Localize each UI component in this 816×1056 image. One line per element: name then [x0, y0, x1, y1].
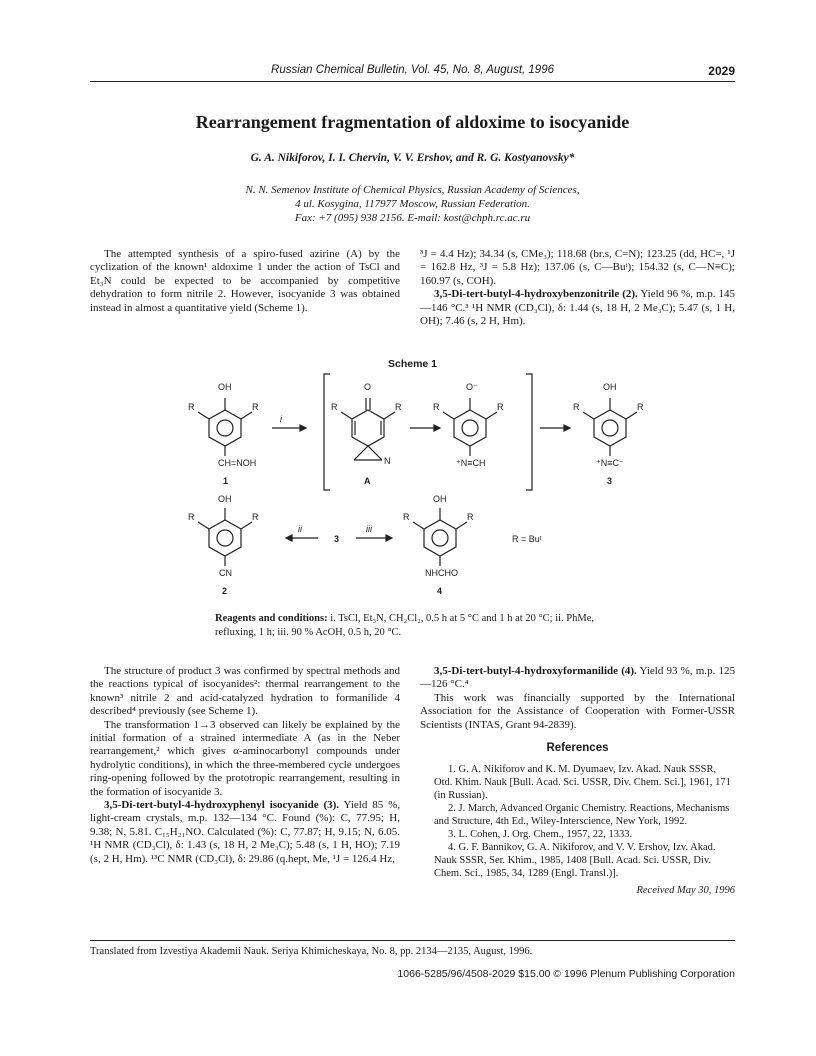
compound-2-heading: 3,5-Di-tert-butyl-4-hydroxybenzonitrile (2). [434, 288, 638, 301]
compound-3-structure [583, 398, 637, 456]
scheme-label: O [364, 382, 372, 392]
scheme-label: OH [218, 382, 232, 392]
body-paragraph: The structure of product 3 was confirmed by spectral methods and the reactions typical of isocyanides²: thermal rearrangement to the known³ nitrile 2 and acid-catalyzed hydration to formanilide 4 described⁴ previously (see Scheme 1). [90, 665, 400, 718]
compound-number: A [364, 476, 371, 486]
scheme-label: OH [218, 494, 232, 504]
scheme-label: ⁺N≡CH [456, 458, 486, 468]
scheme-label: CN [219, 568, 232, 578]
scheme-label: R [252, 512, 259, 522]
top-right-column [420, 248, 735, 328]
scheme-label: NHCHO [425, 568, 458, 578]
reagents-heading: Reagents and conditions: [215, 613, 328, 624]
compound-3-body: Yield 85 %, light-cream crystals, m.p. 132—134 °C. Found (%): C, 77.95; H, 9.38; N, 5.81. C₁₅H₂₁NO. Calculated (%): C, 77.87; H, 9.15; N, 6.05. ¹H NMR (CD₃Cl), δ: 1.43 (s, 18 H, 2 Me₃C); 5.48 (s, 1 H, HO); 7.19 (s, 2 H, Hm). ¹³C NMR (CD₃Cl), δ: 29.86 (q.hept, Me, ¹J = 126.4 Hz, [90, 799, 400, 865]
scheme-label: R [188, 402, 195, 412]
bottom-right-column [420, 665, 735, 898]
reaction-scheme [140, 372, 680, 604]
compound-2-structure [198, 508, 252, 566]
compound-2-paragraph [420, 288, 735, 328]
scheme-label: R [467, 512, 474, 522]
compound-number: 3 [607, 476, 613, 486]
scheme-label: R [331, 402, 338, 412]
article-title: Rearrangement fragmentation of aldoxime to isocyanide [195, 112, 630, 132]
received-date: Received May 30, 1996 [636, 885, 735, 897]
footer-rule [90, 940, 735, 941]
scheme-label: ⁺N≡C⁻ [596, 458, 624, 468]
compound-1-structure [198, 398, 252, 456]
scheme-label: R [433, 402, 440, 412]
intermediate-A-structure [341, 398, 395, 460]
scheme-label: R [637, 402, 644, 412]
compound-4-paragraph [420, 665, 735, 692]
step-label: iii [366, 524, 372, 534]
scheme-label: R [403, 512, 410, 522]
affiliation [90, 183, 735, 225]
translation-note: Translated from Izvestiya Akademii Nauk. Seriya Khimicheskaya, No. 8, pp. 2134—2135, August, 1996. [90, 946, 533, 957]
compound-4-heading: 3,5-Di-tert-butyl-4-hydroxyformanilide (4). [434, 665, 637, 677]
running-header [90, 64, 735, 80]
header-rule [90, 81, 735, 82]
scheme-label: OH [433, 494, 447, 504]
compound-number: 2 [222, 586, 228, 596]
intro-paragraph-column [90, 248, 400, 315]
compound-3-paragraph [90, 799, 400, 866]
copyright-line: 1066-5285/96/4508-2029 $15.00 © 1996 Plenum Publishing Corporation [397, 968, 735, 980]
reference-item: 1. G. A. Nikiforov and K. M. Dyumaev, Izv. Akad. Nauk SSSR, Otd. Khim. Nauk [Bull. Acad. Sci. USSR, Div. Chem. Sci.], 1961, 171 (in Russian). [434, 764, 731, 802]
references-title: References [546, 742, 609, 755]
reagents-conditions [215, 612, 635, 639]
scheme-label: R [395, 402, 402, 412]
scheme-label: R [252, 402, 259, 412]
nmr-continuation: ³J = 4.4 Hz); 34.34 (s, CMe₃); 118.68 (br.s, C=N); 123.25 (dd, HC=, ¹J = 162.8 Hz, ³J = 5.8 Hz); 137.06 (s, C—Buᵗ); 154.32 (s, C—N≡C); 160.97 (s, COH). [420, 248, 735, 287]
compound-number: 1 [223, 476, 229, 486]
scheme-label: N [384, 456, 391, 466]
acknowledgement: This work was financially supported by the International Association for the Assistance of Cooperation with Former-USSR Scientists (INTAS, Grant 94-2839). [420, 691, 735, 731]
scheme-label: O⁻ [466, 382, 478, 392]
bottom-left-column [90, 665, 400, 866]
reference-item: 3. L. Cohen, J. Org. Chem., 1957, 22, 1333. [448, 829, 633, 841]
scheme-label: R [188, 512, 195, 522]
authors: G. A. Nikiforov, I. I. Chervin, V. V. Ershov, and R. G. Kostyanovsky* [250, 152, 575, 164]
scheme-label: R [497, 402, 504, 412]
affiliation-line: Fax: +7 (095) 938 2156. E-mail: kost@chph.rc.ac.ru [294, 212, 531, 224]
compound-4-structure [413, 508, 467, 566]
step-label: ii [298, 524, 302, 534]
intro-paragraph: The attempted synthesis of a spiro-fused azirine (A) by the cyclization of the known¹ aldoxime 1 under the action of TsCl and Et₃N could be expected to be accompanied by competitive dehydration to form nitrile 2. However, isocyanide 3 was obtained instead in almost a quantitative yield (Scheme 1). [90, 248, 400, 314]
scheme-label: R = Buᵗ [512, 534, 542, 544]
compound-number: 3 [334, 534, 340, 544]
reference-item: 4. G. F. Bannikov, G. A. Nikiforov, and V. V. Ershov, Izv. Akad. Nauk SSSR, Ser. Khim., 1985, 1408 [Bull. Acad. Sci. USSR, Div. Chem. Sci., 1985, 34, 1289 (Engl. Transl.)]. [434, 842, 716, 880]
scheme-label: OH [603, 382, 617, 392]
compound-4-body: Yield 93 %, m.p. 125—126 °C.⁴ [420, 665, 735, 691]
phenoxide-structure [443, 398, 497, 456]
compound-3-heading: 3,5-Di-tert-butyl-4-hydroxyphenyl isocyanide (3). [104, 799, 340, 812]
affiliation-line: 4 ul. Kosygina, 117977 Moscow, Russian Federation. [295, 198, 530, 210]
scheme-label: CH=NOH [218, 458, 257, 468]
page-number: 2029 [708, 64, 735, 78]
body-paragraph: The transformation 1→3 observed can likely be explained by the initial formation of a strained intermediate A (as in the Neber rearrangement,² which gives α-aminocarbonyl compounds under hydrolytic conditions), in which the three-membered cycle undergoes ring-opening followed by the prototropic rearrangement, resulting in the formation of isocyanide 3. [90, 718, 400, 798]
journal-citation: Russian Chemical Bulletin, Vol. 45, No. 8, August, 1996 [271, 64, 554, 76]
reagents-text: i. TsCl, Et₃N, CH₂Cl₂, 0.5 h at 5 °C and 1 h at 20 °C; ii. PhMe, refluxing, 1 h; iii. 90 % AcOH, 0.5 h, 20 °C. [215, 613, 594, 638]
compound-number: 4 [437, 586, 443, 596]
scheme-title: Scheme 1 [387, 358, 438, 370]
scheme-label: R [573, 402, 580, 412]
affiliation-line: N. N. Semenov Institute of Chemical Physics, Russian Academy of Sciences, [245, 184, 580, 196]
compound-2-body: Yield 96 %, m.p. 145—146 °C.³ ¹H NMR (CD₃Cl), δ: 1.44 (s, 18 H, 2 Me₃C); 5.47 (s, 1 H, OH); 7.46 (s, 2 H, Hm). [420, 288, 735, 328]
reference-item: 2. J. March, Advanced Organic Chemistry. Reactions, Mechanisms and Structure, 4th Ed., Wiley-Interscience, New York, 1992. [434, 803, 730, 828]
step-label: i [280, 414, 282, 424]
